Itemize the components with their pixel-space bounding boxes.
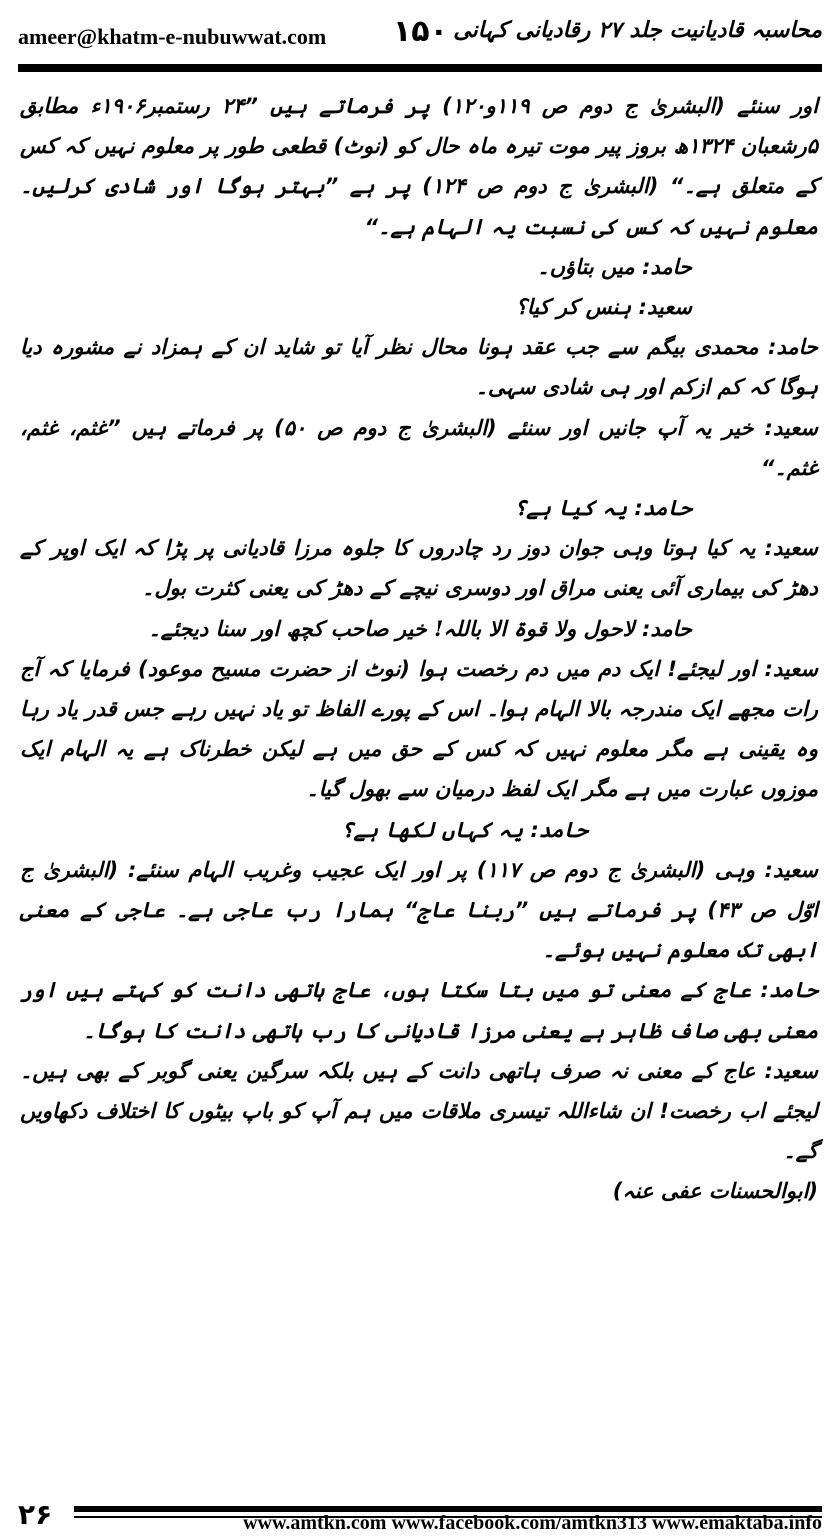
author-signature: (ابوالحسنات عفی عنہ) (612, 1179, 818, 1204)
header-email: ameer@khatm-e-nubuwwat.com (18, 24, 327, 49)
dialogue-text: عاج کے معنی نہ صرف ہاتھی دانت کے ہیں بلکہ سرگین یعنی گوبر کے بھی ہیں۔ لیجئے اب رخصت! ان شاءاللہ تیسری ملاقات میں ہم آپ کو باپ بیٹوں کا اختلاف دکھاویں گے۔ (20, 1058, 818, 1164)
dialogue-text: یہ کہاں لکھا ہے؟ (341, 817, 524, 842)
intro-paragraph: اور سنئے (البشریٰ ج دوم ص ۱۱۹و۱۲۰) پر فرماتے ہیں ”۲۴ رستمبر۱۹۰۶ء مطابق ۵رشعبان ۱۳۲۴ھ بروز پیر موت تیرہ ماہ حال کو (نوٹ) قطعی طور پر معلوم نہیں کہ کس کے متعلق ہے۔“ (البشریٰ ج دوم ص ۱۲۴) پر ہے ”بہتر ہوگا اور شادی کرلیں۔ معلوم نہیں کہ کس کی نسبت یہ الہام ہے۔“ (20, 94, 819, 239)
speaker-saeed: سعید: (764, 415, 818, 440)
speaker-saeed: سعید: (764, 857, 819, 882)
page-header (18, 14, 822, 58)
dialogue-text: اور لیجئے! ایک دم میں دم رخصت ہوا (نوٹ از حضرت مسیح موعود) فرمایا کہ آج رات مجھے ایک مندرجہ بالا الہام ہوا۔ اس کے پورے الفاظ تو یاد نہیں رہے جس قدر یاد رہا وہ یقینی ہے مگر معلوم نہیں کہ کس کے حق میں ہے لیکن خطرناک ہے یہ الہام ایک موزوں عبارت میں ہے مگر ایک لفظ درمیان سے بھول گیا۔ (20, 656, 818, 802)
footer-page-number: ۲۶ (18, 1498, 53, 1531)
speaker-saeed: سعید: (764, 1058, 818, 1083)
speaker-hamid: حامد: (767, 335, 819, 360)
speaker-hamid: حامد: (641, 254, 692, 279)
header-page-number: ۱۵۰ (393, 14, 448, 49)
article-body (20, 86, 818, 1212)
speaker-saeed: سعید: (764, 536, 818, 561)
dialogue-line (20, 609, 818, 649)
dialogue-line (20, 970, 818, 1050)
dialogue-line (20, 488, 818, 528)
dialogue-line (20, 850, 818, 971)
dialogue-line (20, 247, 818, 287)
dialogue-line (20, 327, 818, 407)
dialogue-text: خیر یہ آپ جانیں اور سنئے (البشریٰ ج دوم ص ۵۰) پر فرماتے ہیں ”غثم، غثم، غثم۔“ (20, 415, 818, 480)
dialogue-text: وہی (البشریٰ ج دوم ص ۱۱۷) پر اور ایک عجیب وغریب الہام سنئے: (البشریٰ ج اوّل ص ۴۳) پر فرماتے ہیں ”ربنا عاج“ ہمارا رب عاجی ہے۔ عاجی کے معنی ابھی تک معلوم نہیں ہوئے۔ (20, 857, 819, 963)
dialogue-line (20, 1051, 818, 1172)
footer-links: www.amtkn.com www.facebook.com/amtkn313 www.emaktaba.info (243, 1512, 822, 1534)
page-footer (18, 1496, 822, 1536)
dialogue-text: ہنس کر کیا؟ (515, 295, 632, 320)
dialogue-text: لاحول ولا قوۃ الا باللہ! خیر صاحب کچھ اور سنا دیجئے۔ (148, 615, 635, 641)
header-book-title: محاسبہ قادیانیت جلد ۲۷ رقادیانی کہانی (453, 18, 822, 43)
dialogue-line (20, 810, 818, 850)
dialogue-text: یہ کیا ہے؟ (514, 496, 628, 521)
speaker-hamid: حامد: (641, 616, 692, 641)
speaker-saeed: سعید: (764, 656, 818, 681)
dialogue-line (20, 649, 818, 810)
speaker-hamid: حامد: (530, 817, 588, 842)
dialogue-text: یہ کیا ہوتا وہی جوان دوز رد چادروں کا جلوہ مرزا قادیانی پر پڑا کہ ایک اوپر کے دھڑ کی بیماری آئی یعنی مراق اور دوسری نیچے کے دھڑ کی یعنی کثرت بول۔ (20, 536, 818, 601)
dialogue-text: عاج کے معنی تو میں بتا سکتا ہوں، عاج ہاتھی دانت کو کہتے ہیں اور معنی بھی صاف ظاہر ہے یعنی مرزا قادیانی کا رب ہاتھی دانت کا ہوگا۔ (20, 978, 818, 1043)
speaker-hamid: حامد: (634, 496, 692, 521)
speaker-hamid: حامد: (760, 978, 818, 1003)
speaker-saeed: سعید: (638, 295, 692, 320)
dialogue-line (20, 528, 818, 608)
dialogue-line (20, 287, 818, 327)
dialogue-text: میں بتاؤں۔ (537, 254, 635, 279)
header-rule (18, 64, 822, 72)
dialogue-text: محمدی بیگم سے جب عقد ہونا محال نظر آیا تو شاید ان کے ہمزاد نے مشورہ دیا ہوگا کہ کم ازکم اور ہی شادی سہی۔ (20, 335, 818, 400)
dialogue-line (20, 408, 818, 488)
